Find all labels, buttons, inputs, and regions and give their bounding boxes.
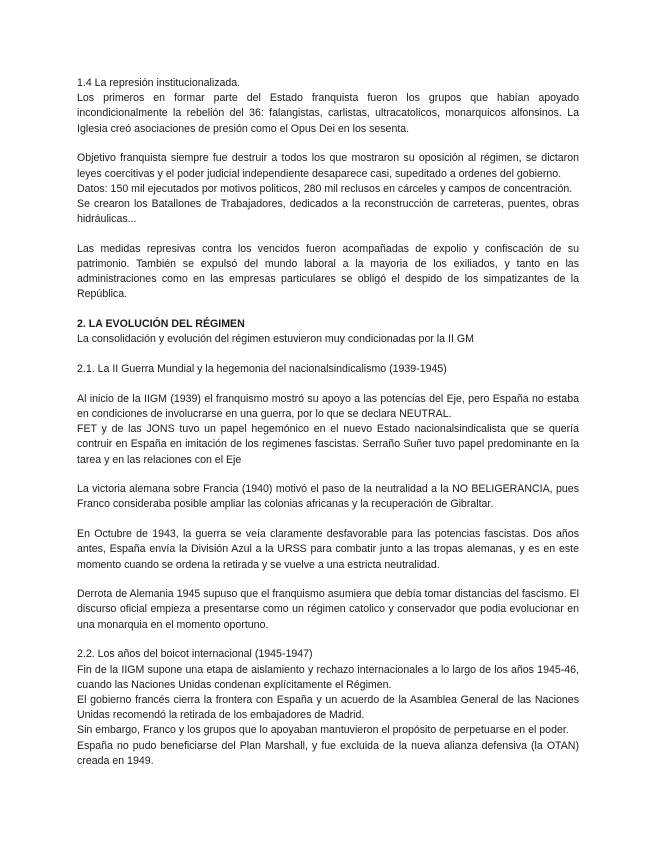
paragraph: FET y de las JONS tuvo un papel hegemónico en el nuevo Estado nacionalsindicalista que se quería contruir en España en imitación de los regimenes fascistas. Serraño Suñer tuvo papel predominante en la tarea y en las relaciones con el Eje: [77, 423, 579, 466]
spacer: [77, 227, 579, 242]
spacer: [77, 513, 579, 528]
paragraph: La consolidación y evolución del régimen estuvieron muy condicionadas por la II GM: [77, 333, 474, 346]
section-heading-2: 2. LA EVOLUCIÓN DEL RÉGIMEN: [77, 318, 245, 331]
paragraph: Objetivo franquista siempre fue destruir a todos los que mostraron su oposición al régimen, se dictaron leyes coercitivas y el poder judicial independiente desaparece casi, supeditado a ordenes del gobierno.: [77, 152, 579, 180]
subsection-heading-2-2: 2.2. Los años del boicot internacional (1945-1947): [77, 648, 313, 661]
paragraph: Las medidas represivas contra los vencidos fueron acompañadas de expolio y confiscación de su patrimonio. También se expulsó del mundo laboral a la mayoria de los exiliados, y tanto en las administraciones como en las empresas particulares se obligó el despido de los simpatizantes de la República.: [77, 242, 579, 301]
paragraph: Los primeros en formar parte del Estado franquista fueron los grupos que habían apoyado incondicionalmente la rebelión del 36: falangistas, carlistas, ultracatolicos, monarquicos alfonsinos. La Iglesia creó asociaciones de presión como el Opus Dei en los sesenta.: [77, 92, 579, 135]
spacer: [77, 348, 579, 363]
paragraph: En Octubre de 1943, la guerra se veía claramente desfavorable para las potencias fascistas. Dos años antes, España envía la División Azul a la URSS para combatir junto a las tropas alemanas, y es en este momento cuando se ordena la retirada y se vuelve a una estricta neutralidad.: [77, 528, 579, 571]
spacer: [77, 573, 579, 588]
spacer: [77, 137, 579, 152]
paragraph: La victoria alemana sobre Francia (1940) motivó el paso de la neutralidad a la NO BELIGERANCIA, pues Franco consideraba posible ampliar las colonias africanas y la recuperación de Gibraltar.: [77, 483, 579, 511]
paragraph: Datos: 150 mil ejecutados por motivos politicos, 280 mil reclusos en cárceles y campos de concentración.: [77, 182, 573, 195]
spacer: [77, 468, 579, 483]
paragraph: Derrota de Alemania 1945 supuso que el franquismo asumiera que debía tomar distancias del fascismo. El discurso oficial empieza a presentarse como un régimen catolico y conservador que podia evolucionar en una monarquia en el momento oportuno.: [77, 588, 579, 631]
paragraph: Sin embargo, Franco y los grupos que lo apoyaban mantuvieron el propósito de perpetuarse en el poder.: [77, 724, 569, 737]
paragraph: España no pudo beneficiarse del Plan Marshall, y fue excluida de la nueva alianza defensiva (la OTAN) creada en 1949.: [77, 739, 579, 767]
paragraph: Al inicio de la IIGM (1939) el franquismo mostró su apoyo a las potencias del Eje, pero España no estaba en condiciones de involucrarse en una guerra, por lo que se declara NEUTRAL.: [77, 392, 579, 420]
paragraph: Se crearon los Batallones de Trabajadores, dedicados a la reconstrucción de carreteras, puentes, obras hidráulicas...: [77, 197, 579, 226]
paragraph: El gobierno francés cierra la frontera con España y un acuerdo de la Asamblea General de las Naciones Unidas recomendó la retirada de los embajadores de Madrid.: [77, 694, 579, 722]
spacer: [77, 303, 579, 318]
section-heading-1-4: 1.4 La represión institucionalizada.: [77, 77, 241, 89]
spacer: [77, 377, 579, 392]
subsection-heading-2-1: 2.1. La II Guerra Mundial y la hegemonia del nacionalsindicalismo (1939-1945): [77, 363, 447, 376]
document-body: [77, 76, 579, 769]
spacer: [77, 633, 579, 648]
paragraph: Fin de la IIGM supone una etapa de aislamiento y rechazo internacionales a lo largo de los años 1945-46, cuando las Naciones Unidas condenan explícitamente el Régimen.: [77, 663, 579, 691]
